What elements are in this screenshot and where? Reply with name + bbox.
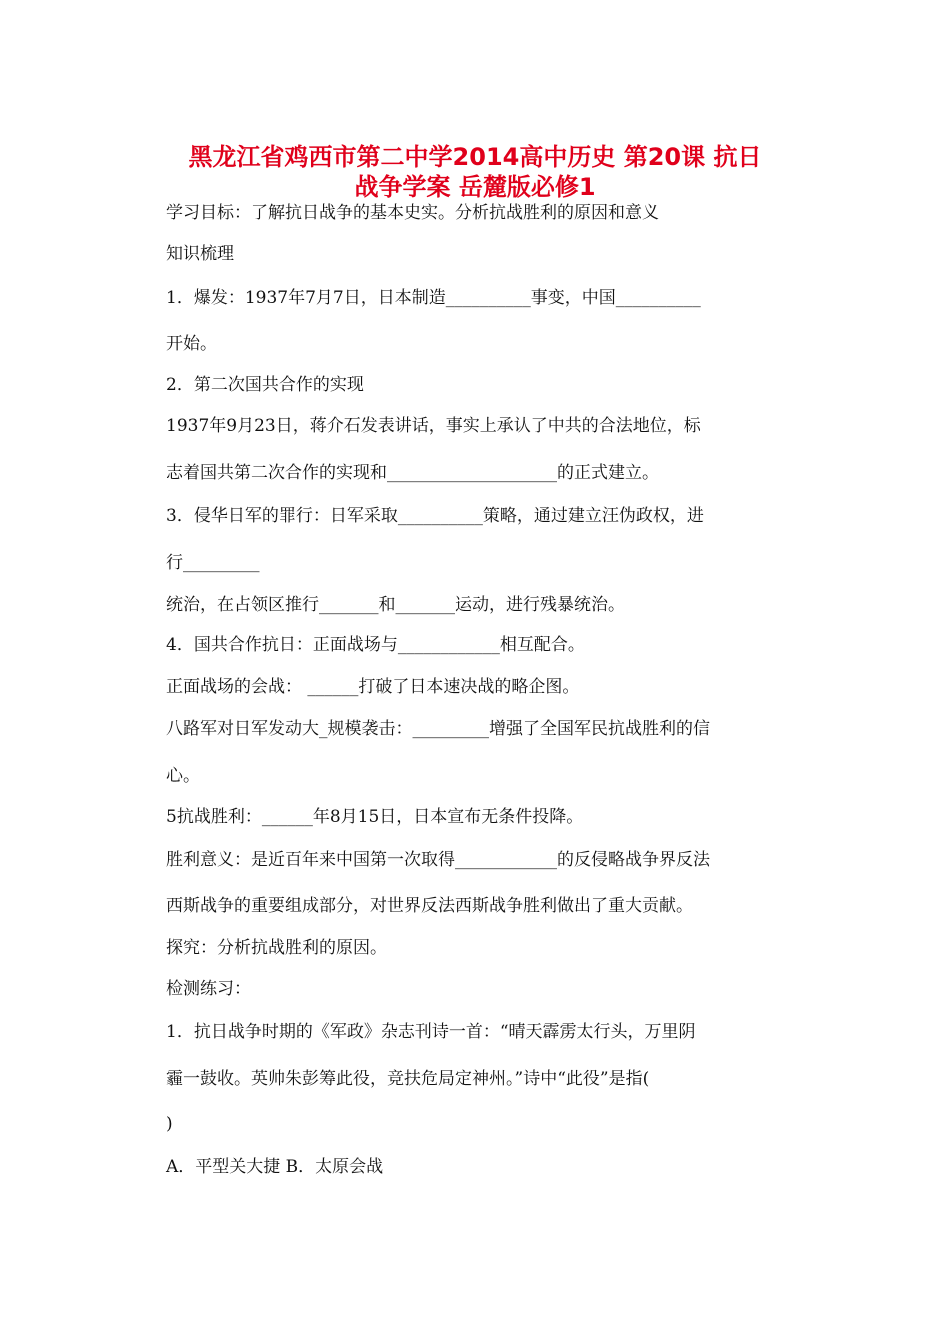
item-5-victory: 5抗战胜利：______年8月15日，日本宣布无条件投降。	[166, 807, 584, 827]
question-1-options: A．平型关大捷 B．太原会战	[166, 1157, 384, 1177]
document-title-line-1: 黑龙江省鸡西市第二中学2014高中历史 第20课 抗日	[188, 143, 762, 171]
section-heading-knowledge: 知识梳理	[166, 244, 234, 264]
item-3-rule: 统治，在占领区推行_______和_______运动，进行残暴统治。	[166, 595, 625, 615]
question-1-bracket: )	[166, 1114, 173, 1134]
item-3-crimes: 3．侵华日军的罪行：日军采取__________策略，通过建立汪伪政权，进	[166, 506, 704, 526]
section-heading-exercises: 检测练习：	[166, 979, 251, 999]
item-2-heading: 2．第二次国共合作的实现	[166, 375, 364, 395]
item-3-continued: 行_________	[166, 553, 260, 573]
exploration-prompt: 探究：分析抗战胜利的原因。	[166, 938, 387, 958]
learning-objective: 学习目标：了解抗日战争的基本史实。分析抗战胜利的原因和意义	[166, 203, 659, 223]
item-1-continued: 开始。	[166, 334, 217, 354]
item-2-text: 1937年9月23日，蒋介石发表讲话，事实上承认了中共的合法地位，标	[166, 416, 701, 436]
document-title-line-2: 战争学案 岳麓版必修1	[354, 173, 596, 201]
item-4-battles: 正面战场的会战： ______打破了日本速决战的略企图。	[166, 677, 580, 697]
victory-significance-continued: 西斯战争的重要组成部分，对世界反法西斯战争胜利做出了重大贡献。	[166, 896, 693, 916]
item-4-cooperation: 4．国共合作抗日：正面战场与____________相互配合。	[166, 635, 585, 655]
item-1-outbreak: 1．爆发：1937年7月7日，日本制造__________事变，中国__________	[166, 288, 701, 308]
question-1-text: 1．抗日战争时期的《军政》杂志刊诗一首：“晴天霹雳太行头，万里阴	[166, 1022, 696, 1042]
question-1-continued: 霾一鼓收。英帅朱彭筹此役，竞扶危局定神州。”诗中“此役”是指(	[166, 1069, 650, 1089]
item-4-eighth-route-army: 八路军对日军发动大_规模袭击：_________增强了全国军民抗战胜利的信	[166, 719, 710, 739]
item-4-continued: 心。	[166, 766, 200, 786]
victory-significance: 胜利意义：是近百年来中国第一次取得____________的反侵略战争界反法	[166, 850, 710, 870]
item-2-continued: 志着国共第二次合作的实现和____________________的正式建立。	[166, 463, 659, 483]
